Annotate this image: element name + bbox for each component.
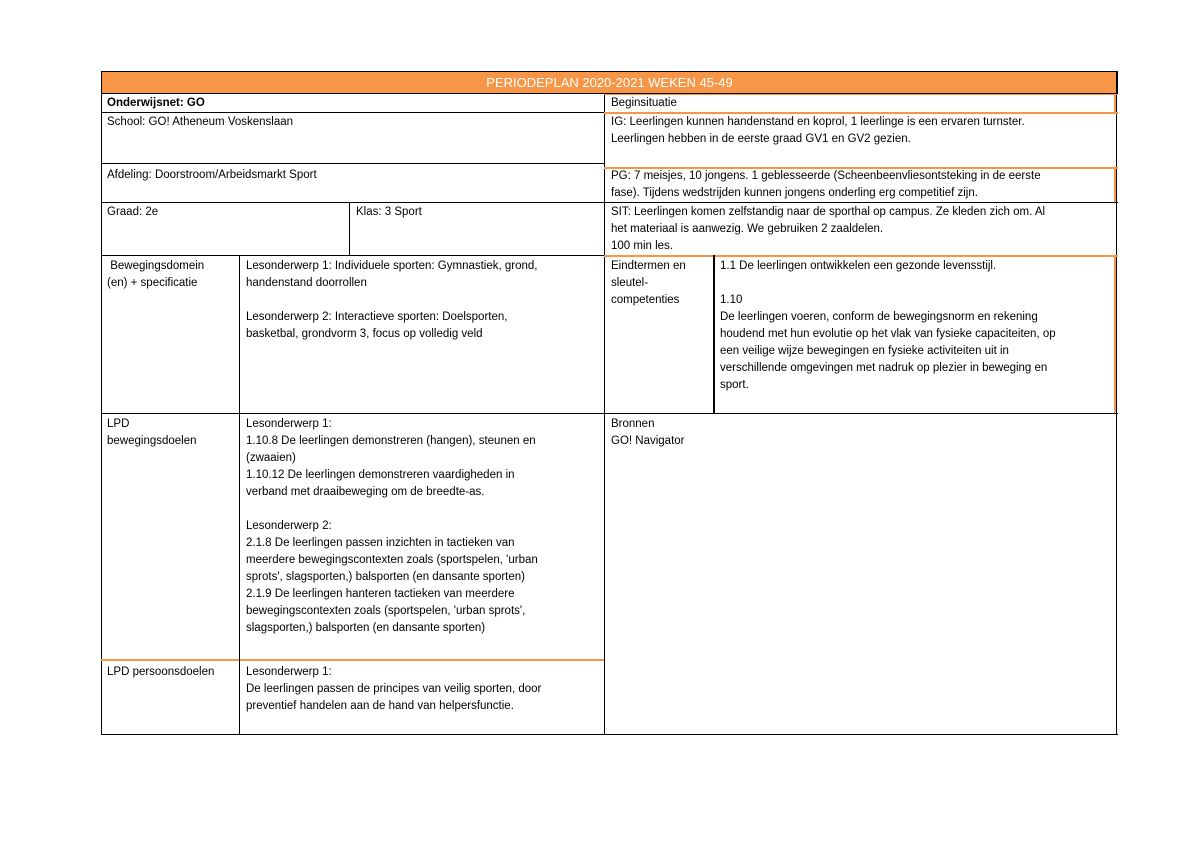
row-line-4-right <box>604 202 1118 203</box>
frame-bottom <box>101 734 1118 735</box>
divider-graad-klas <box>349 202 350 255</box>
divider-left-labels <box>239 255 240 735</box>
right-accent-1 <box>1114 94 1116 112</box>
eindtermen-label: Eindtermen en sleutel- competenties <box>611 260 686 306</box>
table-header <box>101 71 1118 94</box>
row-line-5-left <box>101 413 604 414</box>
school-cell: School: GO! Atheneum Voskenslaan <box>107 116 294 128</box>
row-line-6-right <box>604 413 1118 414</box>
right-accent-3 <box>1114 255 1116 413</box>
page-title: PERIODEPLAN 2020-2021 WEKEN 45-49 <box>486 75 733 90</box>
frame-left <box>101 71 102 735</box>
period-plan-table <box>101 71 1118 735</box>
ig-cell: IG: Leerlingen kunnen handenstand en koprol, 1 leerlinge is een ervaren turnster. Leerlingen hebben in de eerste graad GV1 en GV2 gezien. <box>611 116 1025 145</box>
frame-right <box>1116 71 1117 735</box>
afdeling-cell: Afdeling: Doorstroom/Arbeidsmarkt Sport <box>107 169 317 181</box>
graad-cell: Graad: 2e <box>107 206 159 218</box>
lpd-persoonsdoelen-label: LPD persoonsdoelen <box>107 666 215 678</box>
divider-middle <box>604 94 605 735</box>
row-line-4-left <box>101 255 604 256</box>
onderwijsnet-cell: Onderwijsnet: GO <box>107 97 205 109</box>
lpd-bewegingsdoelen-label: LPD bewegingsdoelen <box>107 418 197 447</box>
row-line-2-left <box>101 163 604 164</box>
beginsituatie-cell: Beginsituatie <box>611 97 677 109</box>
sit-cell: SIT: Leerlingen komen zelfstandig naar de sporthal op campus. Ze kleden zich om. Al het materiaal is aanwezig. We gebruiken 2 zaaldelen. 100 min les. <box>611 206 1046 252</box>
lpd-persoonsdoelen-cell: Lesonderwerp 1: De leerlingen passen de principes van veilig sporten, door preventief handelen aan de hand van helpersfunctie. <box>246 666 542 712</box>
row-line-5-right <box>604 255 1118 257</box>
klas-cell: Klas: 3 Sport <box>356 206 422 218</box>
pg-cell: PG: 7 meisjes, 10 jongens. 1 geblesseerde (Scheenbeenvliesontsteking in de eerste fase). Tijdens wedstrijden kunnen jongens onderling erg competitief zijn. <box>611 170 1041 199</box>
row-line-6-left <box>101 659 604 661</box>
bewegingsdomein-label: Bewegingsdomein (en) + specificatie <box>107 260 205 289</box>
divider-eindtermen <box>713 255 715 413</box>
bronnen-cell: Bronnen GO! Navigator <box>611 418 685 447</box>
lpd-bewegingsdoelen-cell: Lesonderwerp 1: 1.10.8 De leerlingen demonstreren (hangen), steunen en (zwaaien) 1.10.12 De leerlingen demonstreren vaardigheden in verband met draaibeweging om de breedte-as. Lesonderwerp 2: 2.1.8 De leerlingen passen inzichten in tactieken van meerdere bewegingscontexten zoals (sportspelen, 'urban sprots', slagsporten,) balsporten (en dansante sporten) 2.1.9 De leerlingen hanteren tactieken van meerdere bewegingscontexten zoals (sportspelen, 'urban sprots', slagsporten,) balsporten (en dansante sporten) <box>246 418 538 634</box>
eindtermen-cell: 1.1 De leerlingen ontwikkelen een gezonde levensstijl. 1.10 De leerlingen voeren, conform de bewegingsnorm en rekening houdend met hun evolutie op het vlak van fysieke capaciteiten, op een veilige wijze bewegingen en fysieke activiteiten uit in verschillende omgevingen met nadruk op plezier in beweging en sport. <box>720 260 1056 391</box>
row-line-3-left <box>101 202 604 203</box>
row-line-1-left <box>101 112 604 113</box>
lesonderwerp-cell: Lesonderwerp 1: Individuele sporten: Gymnastiek, grond, handenstand doorrollen Lesonderwerp 2: Interactieve sporten: Doelsporten, basketbal, grondvorm 3, focus op volledig veld <box>246 260 538 340</box>
